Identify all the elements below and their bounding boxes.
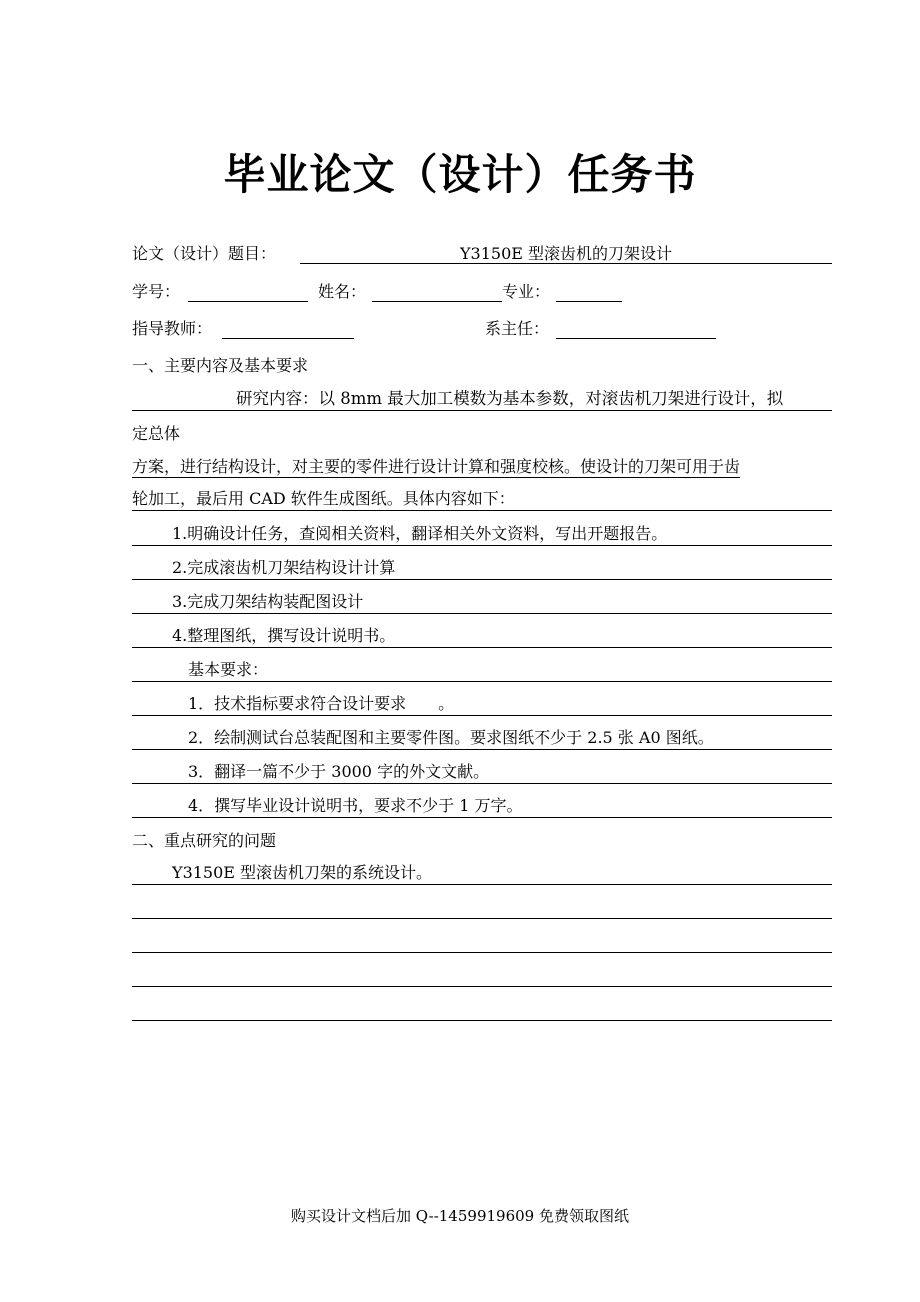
- student-id-label: 学号：: [132, 282, 181, 301]
- advisor-field: [222, 318, 354, 339]
- section2-content: Y3150E 型滚齿机刀架的系统设计。: [132, 862, 832, 885]
- page-title: 毕业论文（设计）任务书: [223, 150, 697, 199]
- research-line-2: 定总体: [132, 424, 181, 443]
- topic-field: [300, 243, 832, 264]
- footer-note: 购买设计文档后加 Q--1459919609 免费领取图纸: [291, 1207, 629, 1225]
- research-line-3-wrap: [132, 456, 832, 478]
- name-field: [372, 281, 502, 302]
- research-line-4: 轮加工，最后用 CAD 软件生成图纸。具体内容如下：: [132, 488, 832, 511]
- blank-line-1: [132, 896, 832, 919]
- major-field: [556, 281, 622, 302]
- content-item-3: 3.完成刀架结构装配图设计: [132, 591, 832, 614]
- topic-value: Y3150E 型滚齿机的刀架设计: [459, 244, 673, 263]
- basic-requirements-label: 基本要求：: [132, 659, 832, 682]
- research-line-1: 研究内容：以 8mm 最大加工模数为基本参数，对滚齿机刀架进行设计，拟: [132, 388, 832, 411]
- content-item-1: 1.明确设计任务，查阅相关资料，翻译相关外文资料，写出开题报告。: [132, 523, 832, 546]
- blank-line-3: [132, 964, 832, 987]
- name-label: 姓名：: [318, 282, 367, 301]
- section1-heading: 一、主要内容及基本要求: [132, 356, 309, 375]
- requirement-1: 1．技术指标要求符合设计要求 。: [132, 693, 832, 716]
- blank-line-2: [132, 930, 832, 953]
- dept-head-field: [556, 318, 716, 339]
- dept-head-label: 系主任：: [485, 319, 550, 338]
- content-item-4: 4.整理图纸，撰写设计说明书。: [132, 625, 832, 648]
- major-label: 专业：: [502, 282, 551, 301]
- research-line-3: 方案，进行结构设计，对主要的零件进行设计计算和强度校核。使设计的刀架可用于齿: [132, 457, 741, 476]
- content-item-2: 2.完成滚齿机刀架结构设计计算: [132, 557, 832, 580]
- advisor-label: 指导教师：: [132, 319, 213, 338]
- blank-line-4: [132, 998, 832, 1021]
- section2-heading: 二、重点研究的问题: [132, 831, 277, 850]
- requirement-2: 2．绘制测试台总装配图和主要零件图。要求图纸不少于 2.5 张 A0 图纸。: [132, 727, 832, 750]
- student-id-field: [188, 281, 308, 302]
- requirement-4: 4．撰写毕业设计说明书，要求不少于 1 万字。: [132, 795, 832, 818]
- topic-label: 论文（设计）题目：: [132, 244, 277, 263]
- requirement-3: 3．翻译一篇不少于 3000 字的外文文献。: [132, 761, 832, 784]
